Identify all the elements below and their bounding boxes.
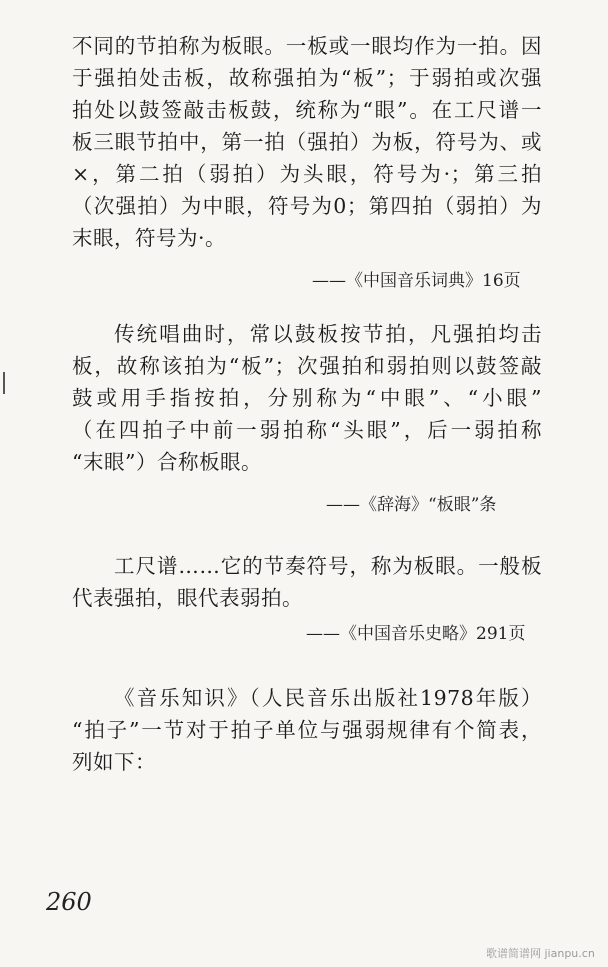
watermark: 歌谱简谱网 jianpu.cn [486,947,595,960]
text-line: 末眼，符号为·。 [72,226,227,250]
text-line: （在四拍子中前一弱拍称“头眼”，后一弱拍称 [72,418,542,442]
margin-mark [3,372,5,394]
text-line: 拍处以鼓签敲击板鼓，统称为“眼”。在工尺谱一 [72,98,542,122]
text-line: “末眼”）合称板眼。 [72,450,262,474]
text-line: 于强拍处击板，故称强拍为“板”；于弱拍或次强 [72,66,542,90]
text-line: 传统唱曲时，常以鼓板按节拍，凡强拍均击 [114,322,542,346]
citation-1: ——《中国音乐词典》16页 [312,271,521,291]
citation-3: ——《中国音乐史略》291页 [306,624,526,644]
text-line: 板三眼节拍中，第一拍（强拍）为板，符号为、或 [72,130,542,154]
quote-paragraph-1 [72,30,542,254]
intro-paragraph [72,682,542,778]
text-line: 鼓或用手指按拍，分别称为“中眼”、“小眼” [72,386,542,410]
citation-2: ——《辞海》“板眼”条 [326,495,497,515]
quote-paragraph-3 [72,550,542,614]
text-line: “拍子”一节对于拍子单位与强弱规律有个简表， [72,718,542,742]
text-line: （次强拍）为中眼，符号为0；第四拍（弱拍）为 [72,194,542,218]
quote-paragraph-2 [72,318,542,478]
page-number: 260 [46,888,92,916]
text-line: 《音乐知识》（人民音乐出版社1978年版） [114,686,542,710]
text-line: 工尺谱……它的节奏符号，称为板眼。一般板 [114,554,542,578]
text-line: ×，第二拍（弱拍）为头眼，符号为·；第三拍 [72,162,542,186]
text-line: 代表强拍，眼代表弱拍。 [72,586,303,610]
text-line: 列如下： [72,750,156,774]
text-line: 板，故称该拍为“板”；次强拍和弱拍则以鼓签敲 [72,354,542,378]
text-line: 不同的节拍称为板眼。一板或一眼均作为一拍。因 [72,34,542,58]
